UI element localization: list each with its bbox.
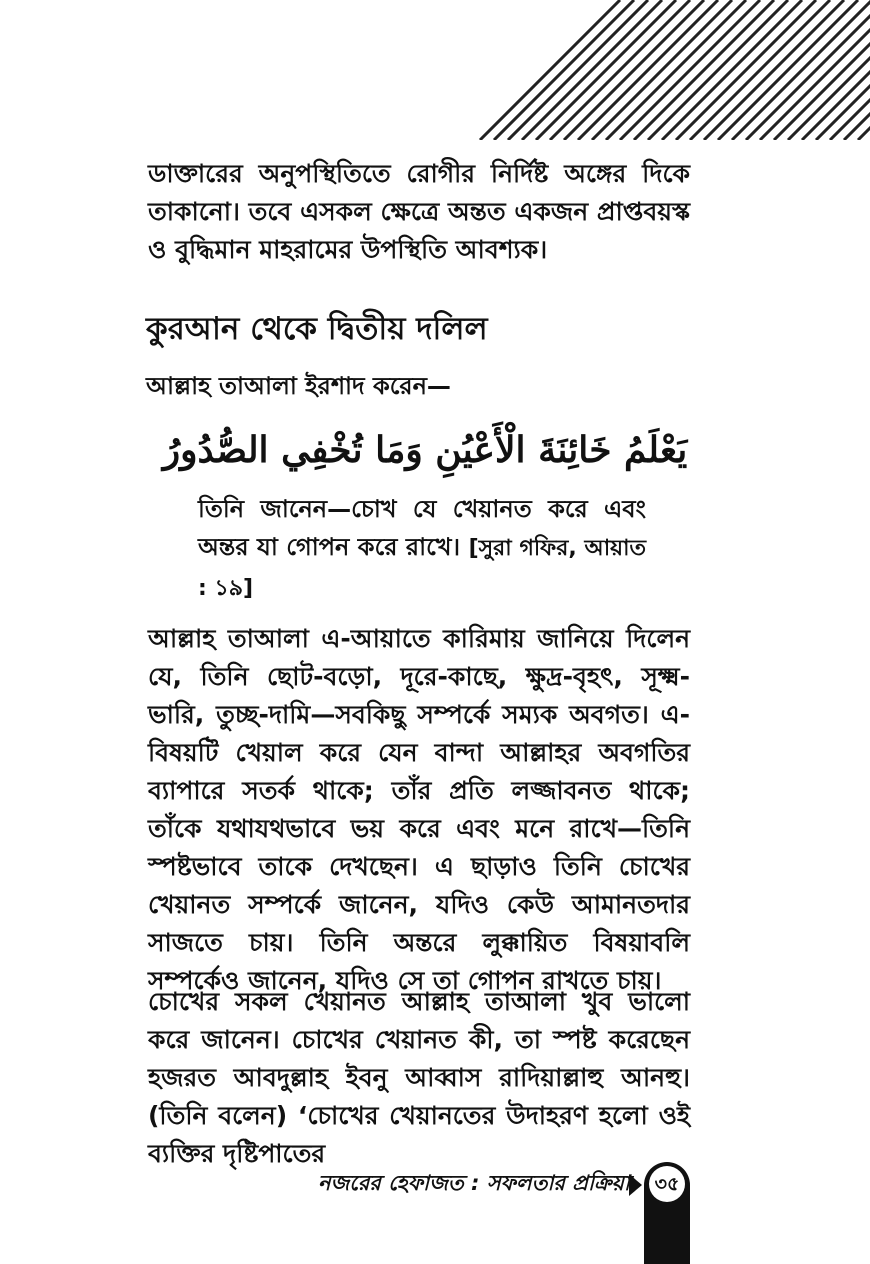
decorative-stripes bbox=[470, 0, 870, 140]
intro-line: আল্লাহ তাআলা ইরশাদ করেন— bbox=[146, 372, 451, 400]
footer-book-title: নজরের হেফাজত : সফলতার প্রক্রিয়া bbox=[317, 1171, 630, 1195]
paragraph-2: আল্লাহ তাআলা এ-আয়াতে কারিমায় জানিয়ে দিলেন যে, তিনি ছোট-বড়ো, দূরে-কাছে, ক্ষুদ্র-বৃহৎ, সূক্ষ্ম-ভারি, তুচ্ছ-দামি—সবকিছু সম্পর্কে সম্যক অবগত। এ-বিষয়টি খেয়াল করে যেন বান্দা আল্লাহর অবগতির ব্যাপারে সতর্ক থাকে; তাঁর প্রতি লজ্জাবনত থাকে; তাঁকে যথাযথভাবে ভয় করে এবং মনে রাখে—তিনি স্পষ্টভাবে তাকে দেখছেন। এ ছাড়াও তিনি চোখের খেয়ানত সম্পর্কে জানেন, যদিও কেউ আমানতদার সাজতে চায়। তিনি অন্তরে লুক্কায়িত বিষয়াবলি সম্পর্কেও জানেন, যদিও সে তা গোপন রাখতে চায়। bbox=[148, 624, 690, 995]
page-number: ৩৫ bbox=[649, 1166, 685, 1202]
verse-reference: [সুরা গফির, আয়াত : ১৯] bbox=[198, 536, 646, 601]
translation-text: তিনি জানেন—চোখ যে খেয়ানত করে এবং অন্তর যা গোপন করে রাখে। bbox=[198, 495, 646, 561]
paragraph-3: চোখের সকল খেয়ানত আল্লাহ তাআলা খুব ভালো করে জানেন। চোখের খেয়ানত কী, তা স্পষ্ট করেছেন হজরত আবদুল্লাহ ইবনু আব্বাস রাদিয়াল্লাহু আনহু। (তিনি বলেন) ‘চোখের খেয়ানতের উদাহরণ হলো ওই ব্যক্তির দৃষ্টিপাতের bbox=[148, 987, 690, 1168]
verse-translation bbox=[198, 490, 646, 608]
stripe-line bbox=[470, 0, 480, 140]
stripe-line bbox=[470, 0, 494, 140]
arabic-verse: يَعْلَمُ خَائِنَةَ الْأَعْيُنِ وَمَا تُخْفِي الصُّدُورُ bbox=[162, 429, 688, 471]
paragraph-1: ডাক্তারের অনুপস্থিতিতে রোগীর নির্দিষ্ট অঙ্গের দিকে তাকানো। তবে এসকল ক্ষেত্রে অন্তত একজন প্রাপ্তবয়স্ক ও বুদ্ধিমান মাহরামের উপস্থিতি আবশ্যক। bbox=[148, 159, 690, 264]
stripe-line bbox=[470, 0, 550, 140]
footer-arrow-icon bbox=[629, 1174, 642, 1196]
stripe-line bbox=[470, 0, 578, 140]
section-heading: কুরআন থেকে দ্বিতীয় দলিল bbox=[146, 311, 488, 347]
